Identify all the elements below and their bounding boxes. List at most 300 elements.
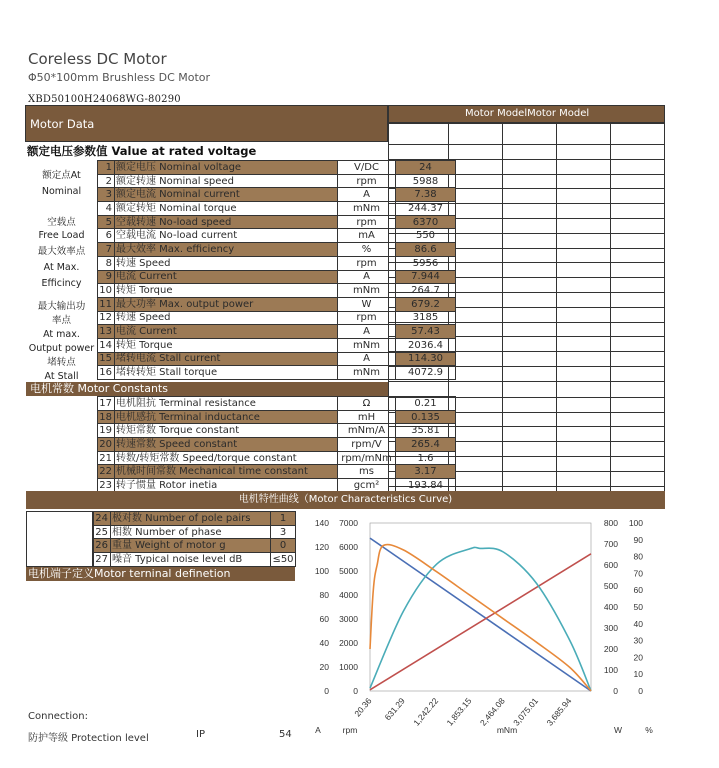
model-grid-cell (611, 233, 665, 248)
model-grid-cell (503, 233, 557, 248)
model-grid-row (389, 124, 665, 145)
model-grid-cell (449, 307, 503, 322)
model-grid-cell (449, 204, 503, 219)
row-value: 265.4 (396, 438, 456, 452)
row-value: 57.43 (396, 325, 456, 339)
y-tick-pct: 70 (633, 568, 643, 579)
model-grid-cell (503, 471, 557, 486)
model-grid-cell (449, 124, 503, 145)
row-value: 0 (271, 539, 296, 553)
row-number: 3 (98, 188, 115, 202)
row-name: 转矩 Torque (115, 284, 338, 298)
table-row (98, 465, 456, 479)
model-grid-cell (557, 366, 611, 381)
row-value: 1 (271, 512, 296, 526)
curve-title: 电机特性曲线（Motor Characteristics Curve) (238, 494, 453, 505)
row-number: 4 (98, 202, 115, 216)
model-grid-cell (503, 124, 557, 145)
model-grid-cell (503, 427, 557, 442)
y-tick-w: 300 (603, 623, 618, 633)
row-value: 679.2 (396, 297, 456, 311)
y-tick-pct: 60 (633, 585, 643, 596)
group-free-load: 空载点 Free Load (38, 217, 85, 241)
model-grid-cell (503, 442, 557, 457)
row-name: 额定电压 Nominal voltage (115, 161, 338, 175)
table-row (98, 229, 456, 243)
row-value: 5988 (396, 174, 456, 188)
extra-blank-cell (26, 511, 93, 567)
model-grid-cell (557, 456, 611, 471)
model-grid-cell (503, 381, 557, 397)
row-unit: % (338, 243, 396, 257)
row-unit: rpm (338, 215, 396, 229)
model-grid-cell (449, 456, 503, 471)
table-row (98, 352, 456, 366)
model-grid-cell (611, 322, 665, 337)
row-number: 23 (98, 479, 115, 493)
row-unit: rpm/mNm (338, 451, 396, 465)
row-name: 极对数 Number of pole pairs (111, 512, 271, 526)
row-unit: rpm (338, 311, 396, 325)
model-grid-cell (503, 174, 557, 189)
row-value: 86.6 (396, 243, 456, 257)
y-tick-a: 140 (314, 518, 329, 528)
table-row (98, 202, 456, 216)
row-number: 13 (98, 325, 115, 339)
model-grid-cell (449, 278, 503, 293)
model-grid-cell (611, 471, 665, 486)
x-tick-label: 3,685.94 (544, 695, 574, 728)
y-tick-rpm: 5000 (339, 566, 358, 576)
model-grid-cell (557, 307, 611, 322)
row-value: 3185 (396, 311, 456, 325)
model-grid-cell (611, 456, 665, 471)
constants-rows (97, 396, 456, 493)
row-name: 额定电流 Nominal current (115, 188, 338, 202)
y-tick-w: 500 (603, 581, 618, 591)
table-row (98, 311, 456, 325)
parameter-rows (97, 160, 456, 380)
row-name: 转数/转矩常数 Speed/torque constant (115, 451, 338, 465)
model-grid-cell (611, 204, 665, 219)
model-grid-cell (611, 278, 665, 293)
y-tick-a: 40 (319, 638, 329, 648)
table-row (94, 525, 296, 539)
row-value: 24 (396, 161, 456, 175)
row-number: 21 (98, 451, 115, 465)
model-grid-cell (503, 218, 557, 233)
table-row (98, 256, 456, 270)
table-row (98, 410, 456, 424)
row-name: 噪音 Typical noise level dB (111, 553, 271, 567)
curve-title-bar (26, 491, 665, 509)
model-grid-cell (557, 159, 611, 174)
model-grid-cell (611, 159, 665, 174)
model-grid-cell (557, 189, 611, 204)
model-grid-row (389, 381, 665, 397)
x-tick-label: 3,075.01 (511, 695, 541, 728)
model-grid-cell (557, 337, 611, 352)
model-grid-cell (557, 442, 611, 457)
row-name: 额定转速 Nominal speed (115, 174, 338, 188)
y-tick-a: 100 (314, 566, 329, 576)
model-grid-cell (503, 278, 557, 293)
model-grid-cell (449, 145, 503, 160)
model-grid-cell (611, 381, 665, 397)
model-grid-cell (449, 263, 503, 278)
row-number: 9 (98, 270, 115, 284)
axis-label-pct: % (645, 725, 653, 735)
constants-table (97, 396, 456, 493)
y-tick-pct: 90 (633, 534, 643, 545)
model-grid-cell (449, 292, 503, 307)
model-grid-cell (449, 337, 503, 352)
row-value: 114.30 (396, 352, 456, 366)
model-grid-cell (503, 248, 557, 263)
model-grid-cell (611, 174, 665, 189)
protection-ip: IP (196, 729, 205, 740)
characteristics-chart (300, 512, 665, 742)
model-grid-cell (557, 233, 611, 248)
model-grid-cell (557, 427, 611, 442)
table-row (98, 161, 456, 175)
row-value: 7.38 (396, 188, 456, 202)
model-grid-cell (449, 412, 503, 427)
row-number: 19 (98, 424, 115, 438)
row-name: 最大效率 Max. efficiency (115, 243, 338, 257)
parameter-table (97, 160, 456, 380)
row-name: 转速 Speed (115, 311, 338, 325)
row-unit: mNm (338, 338, 396, 352)
row-number: 5 (98, 215, 115, 229)
table-row (98, 438, 456, 452)
model-grid-cell (557, 263, 611, 278)
row-name: 电流 Current (115, 270, 338, 284)
y-tick-pct: 40 (633, 618, 643, 629)
model-grid-cell (611, 366, 665, 381)
page-subtitle: Φ50*100mm Brushless DC Motor (28, 71, 211, 84)
model-grid-cell (503, 322, 557, 337)
row-number: 6 (98, 229, 115, 243)
terminal-definition-header (26, 567, 295, 581)
x-tick-label: 2,464.08 (477, 695, 507, 728)
table-row (98, 174, 456, 188)
y-tick-w: 400 (603, 602, 618, 612)
model-grid-cell (611, 124, 665, 145)
model-grid-cell (503, 263, 557, 278)
y-tick-pct: 0 (638, 686, 643, 696)
model-grid-cell (611, 442, 665, 457)
row-value: 244.37 (396, 202, 456, 216)
y-tick-pct: 30 (633, 635, 643, 646)
table-row (94, 553, 296, 567)
table-row (98, 243, 456, 257)
row-unit: A (338, 188, 396, 202)
row-number: 14 (98, 338, 115, 352)
model-grid-cell (557, 322, 611, 337)
row-name: 空载转速 No-load speed (115, 215, 338, 229)
y-tick-rpm: 1000 (339, 662, 358, 672)
row-unit: rpm (338, 174, 396, 188)
row-name: 电流 Current (115, 325, 338, 339)
row-name: 转子惯量 Rotor inetia (115, 479, 338, 493)
x-axis-unit: mNm (496, 725, 518, 735)
row-number: 26 (94, 539, 111, 553)
row-name: 堵转电流 Stall current (115, 352, 338, 366)
group-max-power: 最大输出功 率点 At max. Output power (28, 301, 95, 354)
row-unit: V/DC (338, 161, 396, 175)
model-grid-cell (449, 442, 503, 457)
row-number: 15 (98, 352, 115, 366)
group-labels (26, 160, 97, 384)
row-value: 264.7 (396, 284, 456, 298)
table-row (98, 188, 456, 202)
model-grid-cell (557, 397, 611, 412)
y-tick-rpm: 0 (353, 686, 358, 696)
row-unit: mNm/A (338, 424, 396, 438)
model-grid-cell (449, 218, 503, 233)
row-name: 重量 Weight of motor g (111, 539, 271, 553)
model-grid-cell (449, 471, 503, 486)
model-grid-cell (557, 174, 611, 189)
row-number: 16 (98, 366, 115, 380)
model-grid-cell (449, 381, 503, 397)
model-grid-cell (557, 292, 611, 307)
model-grid-cell (503, 204, 557, 219)
row-unit: mNm (338, 202, 396, 216)
model-grid-cell (611, 427, 665, 442)
row-unit: gcm² (338, 479, 396, 493)
row-number: 7 (98, 243, 115, 257)
model-grid-cell (449, 352, 503, 367)
connection-label: Connection: (28, 711, 88, 722)
model-grid-cell (611, 397, 665, 412)
model-grid-cell (557, 124, 611, 145)
model-grid-cell (389, 381, 449, 397)
y-tick-a: 80 (319, 590, 329, 600)
row-unit: mH (338, 410, 396, 424)
row-name: 转速 Speed (115, 256, 338, 270)
table-row (98, 451, 456, 465)
y-tick-w: 800 (603, 518, 618, 528)
row-unit: ms (338, 465, 396, 479)
y-tick-rpm: 4000 (339, 590, 358, 600)
model-grid-cell (557, 352, 611, 367)
model-grid-cell (503, 145, 557, 160)
model-grid-cell (611, 145, 665, 160)
motor-constants-title: 电机常数 Motor Constants (30, 382, 168, 395)
model-grid-cell (389, 145, 449, 160)
model-grid-cell (449, 174, 503, 189)
row-unit: rpm (338, 256, 396, 270)
row-unit: Ω (338, 397, 396, 411)
group-stall: 堵转点 At Stall (44, 357, 79, 382)
model-grid-cell (503, 159, 557, 174)
row-value: ≤50 (272, 553, 294, 565)
row-unit: A (338, 352, 396, 366)
model-grid-cell (503, 337, 557, 352)
model-grid-cell (449, 233, 503, 248)
row-value: 0.21 (396, 397, 456, 411)
model-grid-cell (449, 248, 503, 263)
y-tick-rpm: 7000 (339, 518, 358, 528)
row-unit: rpm/V (338, 438, 396, 452)
row-number: 12 (98, 311, 115, 325)
model-grid-cell (503, 352, 557, 367)
model-grid-cell (611, 412, 665, 427)
model-grid-cell (449, 397, 503, 412)
row-value: 5956 (396, 256, 456, 270)
row-unit: W (338, 297, 396, 311)
x-tick-label: 1,853.15 (444, 695, 474, 728)
model-grid-cell (503, 189, 557, 204)
row-name: 相数 Number of phase (111, 525, 271, 539)
row-number: 10 (98, 284, 115, 298)
model-grid-cell (611, 292, 665, 307)
page-title: Coreless DC Motor (28, 50, 167, 68)
row-name: 电机阻抗 Terminal resistance (115, 397, 338, 411)
row-value: 3.17 (396, 465, 456, 479)
motor-model-title: Motor ModelMotor Model (465, 108, 590, 119)
y-tick-a: 60 (319, 614, 329, 624)
model-grid-cell (557, 381, 611, 397)
model-grid-cell (503, 307, 557, 322)
table-row (94, 512, 296, 526)
extra-rows (93, 511, 296, 567)
model-grid-cell (449, 366, 503, 381)
model-grid-cell (449, 189, 503, 204)
motor-data-title: Motor Data (30, 117, 95, 131)
model-grid-cell (611, 337, 665, 352)
motor-model-header (388, 105, 665, 123)
y-tick-w: 200 (603, 644, 618, 654)
row-value: 193.84 (396, 479, 456, 493)
y-tick-w: 700 (603, 539, 618, 549)
row-value: 2036.4 (396, 338, 456, 352)
model-grid-row (389, 145, 665, 160)
row-number: 25 (94, 525, 111, 539)
row-number: 2 (98, 174, 115, 188)
terminal-definition-title: 电机端子定义Motor terninal definetion (28, 567, 231, 580)
model-grid-cell (557, 248, 611, 263)
row-name: 堵转转矩 Stall torque (115, 366, 338, 380)
y-tick-rpm: 2000 (339, 638, 358, 648)
model-grid-cell (611, 248, 665, 263)
axis-label-a: A (315, 725, 321, 735)
row-number: 20 (98, 438, 115, 452)
row-number: 8 (98, 256, 115, 270)
row-name: 机械时间常数 Mechanical time constant (115, 465, 338, 479)
row-value: 3 (271, 525, 296, 539)
y-tick-rpm: 3000 (339, 614, 358, 624)
row-value: 7.944 (396, 270, 456, 284)
model-grid-cell (503, 456, 557, 471)
protection-value: 54 (279, 729, 292, 740)
table-row (98, 297, 456, 311)
table-row (98, 338, 456, 352)
group-max-efficiency: 最大效率点 At Max. Efficincy (37, 246, 86, 289)
x-tick-label: 1,242.22 (411, 695, 441, 728)
model-grid-cell (449, 159, 503, 174)
model-grid-cell (611, 218, 665, 233)
row-number: 11 (98, 297, 115, 311)
model-grid-cell (503, 292, 557, 307)
row-number: 27 (94, 553, 111, 567)
y-tick-a: 0 (324, 686, 329, 696)
row-unit: mNm (338, 366, 396, 380)
protection-label: 防护等级 Protection level (28, 733, 149, 744)
row-unit: A (338, 270, 396, 284)
row-value: 550 (396, 229, 456, 243)
row-number: 24 (94, 512, 111, 526)
model-grid-cell (503, 397, 557, 412)
row-name: 转速常数 Speed constant (115, 438, 338, 452)
table-row (98, 215, 456, 229)
row-value: 35.81 (396, 424, 456, 438)
model-grid-cell (557, 218, 611, 233)
rated-voltage-title: 额定电压参数值 Value at rated voltage (27, 144, 257, 158)
y-tick-pct: 100 (628, 518, 643, 528)
table-row (98, 366, 456, 380)
row-unit: mA (338, 229, 396, 243)
y-tick-pct: 50 (633, 602, 643, 612)
table-row (98, 270, 456, 284)
table-row (98, 325, 456, 339)
y-tick-a: 120 (314, 542, 329, 552)
table-row (98, 397, 456, 411)
row-name: 最大功率 Max. output power (115, 297, 338, 311)
motor-data-header (25, 105, 388, 142)
y-tick-w: 600 (603, 560, 618, 570)
y-tick-pct: 80 (633, 551, 643, 562)
model-grid-cell (611, 307, 665, 322)
model-grid-cell (449, 427, 503, 442)
row-name: 电机感抗 Terminal inductance (115, 410, 338, 424)
model-grid-cell (503, 366, 557, 381)
row-number: 18 (98, 410, 115, 424)
x-tick-label: 631.29 (382, 695, 407, 723)
model-grid-cell (503, 412, 557, 427)
y-tick-pct: 20 (633, 652, 643, 663)
model-grid-cell (557, 204, 611, 219)
row-name: 转矩常数 Torque constant (115, 424, 338, 438)
model-number: XBD50100H24068WG-80290 (28, 94, 181, 105)
row-value: 6370 (396, 215, 456, 229)
model-grid-cell (389, 124, 449, 145)
row-number: 22 (98, 465, 115, 479)
axis-label-w: W (613, 725, 623, 735)
extra-table (93, 511, 296, 567)
row-number: 1 (98, 161, 115, 175)
row-unit: A (338, 325, 396, 339)
y-tick-pct: 10 (633, 669, 643, 680)
model-grid-cell (611, 189, 665, 204)
model-grid-cell (449, 322, 503, 337)
y-tick-w: 100 (603, 665, 618, 675)
table-row (98, 424, 456, 438)
group-nominal: 额定点At Nominal (41, 170, 82, 197)
row-name: 转矩 Torque (115, 338, 338, 352)
table-row (98, 284, 456, 298)
model-grid-cell (557, 145, 611, 160)
row-unit: mNm (338, 284, 396, 298)
model-grid-cell (611, 263, 665, 278)
y-tick-a: 20 (319, 662, 329, 672)
row-value: 0.135 (396, 410, 456, 424)
motor-constants-header (26, 382, 388, 396)
model-grid-cell (557, 278, 611, 293)
row-number: 17 (98, 397, 115, 411)
